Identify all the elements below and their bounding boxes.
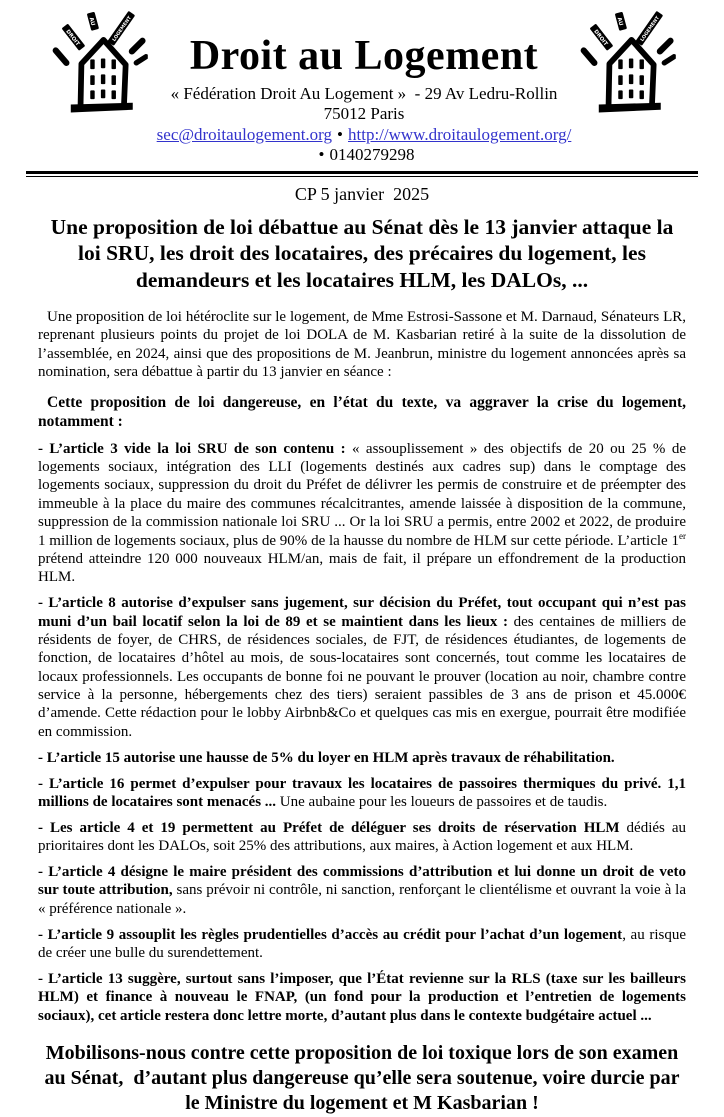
articles-list bbox=[38, 440, 686, 1025]
article-text: prétend atteindre 120 000 nouveaux HLM/an, mais de fait, il prépare un effondrement de la production HLM. bbox=[38, 550, 686, 586]
press-release-date: CP 5 janvier 2025 bbox=[294, 184, 430, 205]
headline: Une proposition de loi débattue au Sénat dès le 13 janvier attaque la loi SRU, les droit des locataires, des précaires du logement, les demandeurs et les locataires HLM, les DALOs, ... bbox=[50, 215, 674, 292]
article-paragraph bbox=[38, 775, 686, 812]
article-paragraph bbox=[38, 749, 686, 767]
website-link[interactable]: http://www.droitaulogement.org/ bbox=[348, 125, 572, 145]
letterhead bbox=[0, 0, 724, 165]
header-divider bbox=[26, 171, 698, 177]
letterhead-center bbox=[148, 8, 580, 165]
article-lead-bold: - L’article 3 vide la loi SRU de son contenu : bbox=[38, 440, 353, 457]
article-lead-bold: - L’article 8 autorise d’expulser sans jugement, sur décision du Préfet, tout occupant qui n’est pas muni d’un bail locatif selon la loi de 89 et se maintient dans les lieux : bbox=[38, 595, 686, 630]
article-lead-bold: - L’article 9 assouplit les règles prudentielles d’accès au crédit pour l’achat d’un logement bbox=[38, 926, 623, 943]
article-paragraph bbox=[38, 819, 686, 856]
article-lead-bold: - L’article 13 suggère, surtout sans l’imposer, que l’État revienne sur la RLS (taxe sur les bailleurs HLM) et finance à nouveau le FNAP, (un fond pour la production et l’entretien de logements sociaux), cet article restera donc lettre morte, d’autant plus dans le contexte budgétaire actuel ... bbox=[38, 970, 686, 1024]
article-paragraph bbox=[38, 863, 686, 918]
article-paragraph bbox=[38, 594, 686, 741]
article-text: dédiés au prioritaires dont les DALOs, soit 25% des attributions, aux maires, à Action logement et aux HLM. bbox=[38, 819, 686, 855]
contact-line bbox=[148, 125, 580, 165]
house-rays-logo-right bbox=[580, 8, 676, 116]
article-text: , au risque de créer une bulle du surendettement. bbox=[38, 926, 686, 962]
phone-number: 0140279298 bbox=[329, 145, 415, 165]
intro-paragraph: Une proposition de loi hétéroclite sur le logement, de Mme Estrosi-Sassone et M. Darnaud, Sénateurs LR, reprenant plusieurs points du projet de loi DOLA de M. Kasbarian retiré à la suite de la dissolution de l’assemblée, en 2024, ainsi que des propositions de M. Jeanbrun, ministre du logement annoncées après sa nomination, sera débattue à partir du 13 janvier en séance : bbox=[38, 308, 686, 380]
article-text: Une aubaine pour les loueurs de passoires et de taudis. bbox=[279, 793, 608, 810]
org-address: « Fédération Droit Au Logement » - 29 Av Ledru-Rollin 75012 Paris bbox=[170, 84, 562, 124]
article-lead-bold: - L’article 16 permet d’expulser pour travaux les locataires de passoires thermiques du privé. 1,1 millions de locataires sont menacés ... bbox=[38, 775, 686, 810]
ordinal-superscript: er bbox=[679, 530, 686, 541]
article-text: sans prévoir ni contrôle, ni sanction, renforçant le clientélisme et ouvrant la voie à la « préférence nationale ». bbox=[38, 882, 686, 917]
article-paragraph bbox=[38, 440, 686, 587]
org-title: Droit au Logement bbox=[189, 33, 539, 79]
closing-call-to-action: Mobilisons-nous contre cette proposition de loi toxique lors de son examen au Sénat, d’autant plus dangereuse qu’elle sera soutenue, voire durcie par le Ministre du logement et M Kasbarian ! bbox=[44, 1042, 685, 1115]
article-lead-bold: - L’article 4 désigne le maire président des commissions d’attribution et lui donne un droit de veto sur toute attribution, bbox=[38, 864, 686, 899]
separator-bullet: • bbox=[318, 145, 325, 165]
document-body bbox=[0, 184, 724, 1117]
article-lead-bold: - L’article 15 autorise une hausse de 5% du loyer en HLM après travaux de réhabilitation. bbox=[38, 749, 615, 766]
article-text: des centaines de milliers de résidents de foyer, de CHRS, de résidences sociales, de FJT, de résidences étudiantes, de logements de fonction, de locataires d’hôtel au mois, de sous-locataires sont concernés, tout comme les locataires de locaux professionnels. Les occupants de bonne foi ne pouvant le prouver (location au noir, chambre contre service à la personne, hébergements chez des tiers) seraient passibles de 3 ans de prison et 45.000€ d’amende. Cette rédaction pour le lobby Airbnb&Co et quelques cas mis en exergue, pourrait être modifiée en commission. bbox=[38, 613, 686, 740]
article-paragraph bbox=[38, 926, 686, 963]
article-lead-bold: - Les article 4 et 19 permettent au Préfet de déléguer ses droits de réservation HLM bbox=[38, 819, 627, 836]
email-link[interactable]: sec@droitaulogement.org bbox=[156, 125, 333, 145]
house-rays-logo-left bbox=[52, 8, 148, 116]
separator-bullet: • bbox=[337, 125, 343, 145]
warning-paragraph: Cette proposition de loi dangereuse, en l’état du texte, va aggraver la crise du logement, notamment : bbox=[38, 394, 686, 431]
article-paragraph bbox=[38, 970, 686, 1025]
article-text: « assouplissement » des objectifs de 20 ou 25 % de logements sociaux, intégration des LLI (logements destinés aux cadres sup) dans le comptage des logements sociaux, suppression du droit du Préfet de délivrer les permis de construire et de préempter des immeuble à la place du maire des communes récalcitrantes, amende laissée à disposition de la commune, suppression de la commission nationale loi SRU ... Or la loi SRU a permis, entre 2002 et 2022, de produire 1 million de logements sociaux, plus de 90% de la hausse du nombre de HLM sur cette période. L’article 1 bbox=[38, 440, 686, 549]
